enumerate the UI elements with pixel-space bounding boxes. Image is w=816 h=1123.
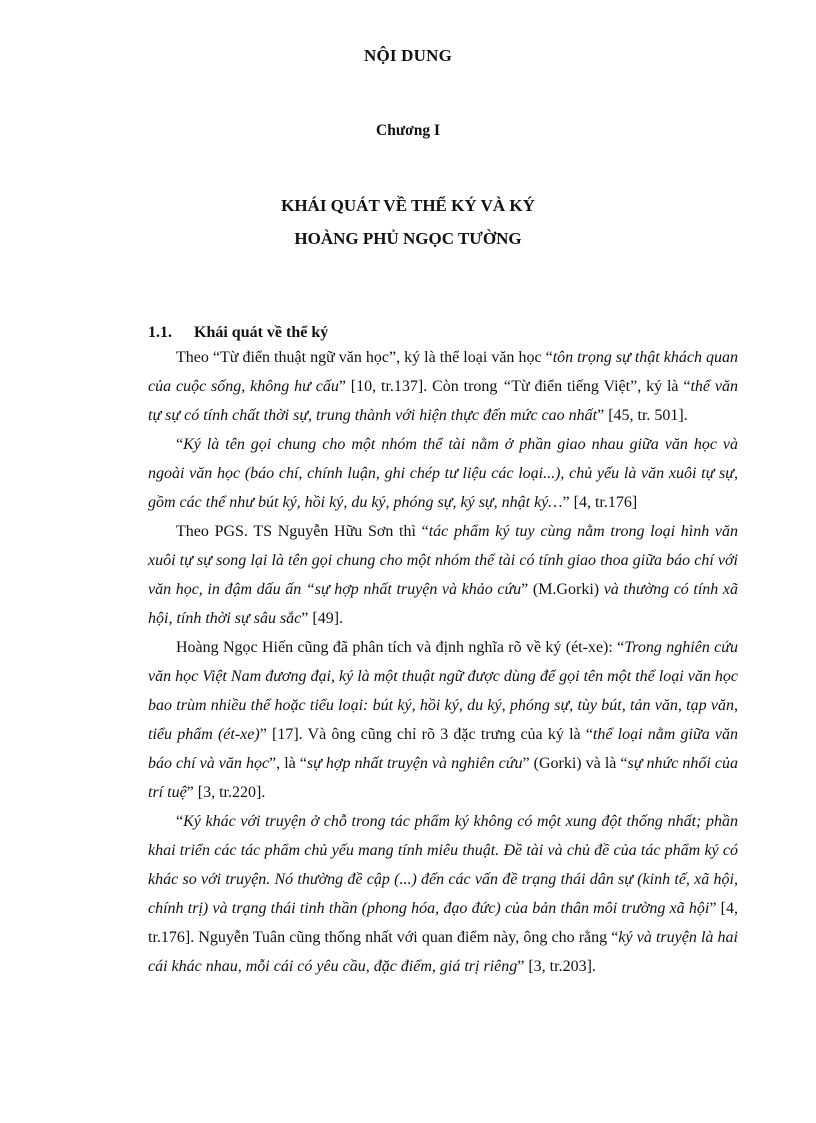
italic-run: thể loại nằm giữa văn báo chí và văn học	[148, 726, 738, 772]
italic-run: tôn trọng sự thật khách quan của cuộc sống, không hư cấu	[148, 349, 739, 395]
chapter-title	[0, 189, 816, 255]
italic-run: thể văn tự sự có tính chất thời sự, trung thành với hiện thực đến mức cao nhất	[148, 378, 739, 424]
text-run: ” [4, tr.176]. Nguyễn Tuân cũng thống nhất với quan điểm này, ông cho rằng “	[148, 900, 738, 946]
paragraph	[148, 517, 738, 633]
text-run: Từ điển tiếng Việt”, ký là “	[511, 378, 691, 395]
paragraph	[148, 343, 738, 430]
italic-run: sự hợp nhất truyện và nghiên cứu	[306, 755, 523, 772]
italic-run: Ký là tên gọi chung cho một nhóm thể tài nằm ở phần giao nhau giữa văn học và ngoài văn học (báo chí, chính luận, ghi chép tư liệu các loại...), chủ yếu là văn xuôi tự sự, gồm các thể như bút ký, hồi ký, du ký, phóng sự, ký sự, nhật ký…	[148, 436, 738, 511]
chapter-title-line-2: HOÀNG PHỦ NGỌC TƯỜNG	[294, 229, 522, 248]
text-run: Theo PGS. TS Nguyễn Hữu Sơn thì “	[176, 523, 429, 540]
section-number: 1.1.	[148, 324, 172, 341]
text-run: Theo “Từ điển thuật ngữ văn học”, ký là thể loại văn học “	[176, 349, 553, 366]
text-run: “	[176, 813, 184, 830]
paragraph	[148, 633, 738, 807]
section-title: Khái quát về thể ký	[194, 324, 329, 341]
text-run: ” [3, tr.203].	[517, 958, 596, 975]
text-run: ” [45, tr. 501].	[597, 407, 688, 424]
chapter-label: Chương I	[376, 122, 440, 139]
paragraph	[148, 430, 738, 517]
text-run: Hoàng Ngọc Hiến cũng đã phân tích và định nghĩa rõ về ký (ét-xe): “	[176, 639, 625, 656]
text-run: “	[176, 436, 184, 453]
text-run: ”, là “	[269, 755, 307, 772]
text-run: ” (Gorki) và là “	[522, 755, 628, 772]
italic-run: “	[502, 378, 512, 395]
italic-run: tác phẩm ký tuy cùng nằm trong loại hình văn xuôi tự sự song lại là tên gọi chung cho một nhóm thể tài có tính giao thoa giữa báo chí với văn học, in đậm dấu ấn “sự hợp nhất truyện và khảo cứu	[148, 523, 738, 598]
paragraph	[148, 807, 738, 981]
italic-run: và thường có tính xã hội, tính thời sự sâu sắc	[148, 581, 738, 627]
text-run: ” [3, tr.220].	[186, 784, 266, 801]
text-run: ” [4, tr.176]	[562, 494, 638, 511]
text-run: ” [10, tr.137]. Còn trong	[338, 378, 503, 395]
text-run: ” [49].	[301, 610, 344, 627]
italic-run: ký và truyện là hai cái khác nhau, mỗi cái có yêu cầu, đặc điểm, giá trị riêng	[148, 929, 739, 975]
body-text	[148, 343, 738, 981]
text-run: ” [17]. Và ông cũng chỉ rõ 3 đặc trưng của ký là “	[259, 726, 593, 743]
chapter-title-line-1: KHÁI QUÁT VỀ THỂ KÝ VÀ KÝ	[281, 196, 535, 215]
text-run: ” (M.Gorki)	[521, 581, 604, 598]
italic-run: sự nhức nhối của trí tuệ	[148, 755, 739, 801]
italic-run: Ký khác với truyện ở chỗ trong tác phẩm ký không có một xung đột thống nhất; phần khai triển các tác phẩm chủ yếu mang tính miêu thuật. Đề tài và chủ đề của tác phẩm ký có khác so với truyện. Nó thường đề cập (...) đến các vấn đề trạng thái dân sự (kinh tế, xã hội, chính trị) và trạng thái tinh thần (phong hóa, đạo đức) của bản thân môi trường xã hội	[148, 813, 738, 917]
italic-run: Trong nghiên cứu văn học Việt Nam đương đại, ký là một thuật ngữ được dùng để gọi tên một thể loại văn học bao trùm nhiều thể hoặc tiểu loại: bút ký, hồi ký, du ký, phóng sự, tùy bút, tản văn, tạp văn, tiểu phẩm (ét-xe)	[148, 639, 738, 743]
section-heading	[148, 324, 328, 342]
page-heading: NỘI DUNG	[363, 46, 453, 65]
